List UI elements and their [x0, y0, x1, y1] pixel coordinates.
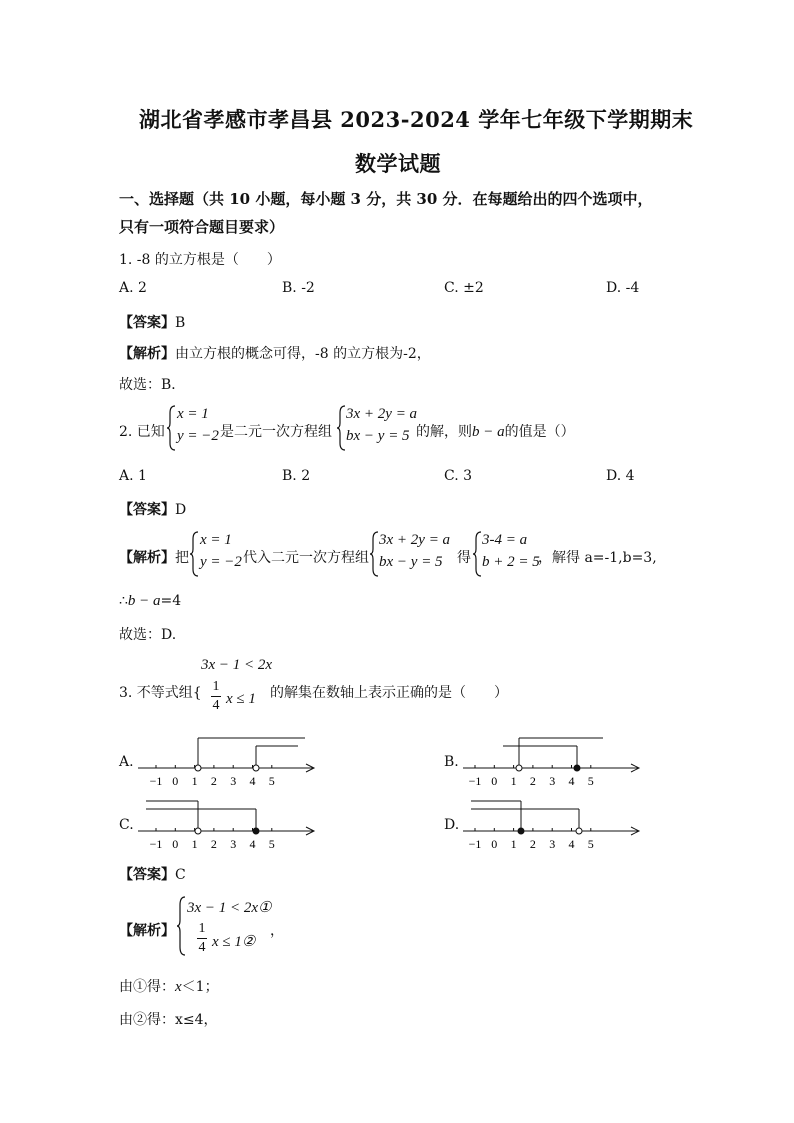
number-line-a [130, 730, 320, 790]
q1-answer [119, 312, 185, 332]
axis-tick-label: 4 [568, 774, 575, 788]
number-line-d [455, 793, 645, 853]
q2-option-b: B. 2 [282, 468, 311, 484]
brace-icon [472, 531, 482, 577]
analysis-tag: 【解析】 [119, 346, 175, 362]
axis-tick-label: 1 [191, 837, 198, 851]
page-title: 湖北省孝感市孝昌县 2023-2024 学年七年级下学期期末 [139, 107, 694, 132]
sys3-eq2: b + 2 = 5 [482, 554, 540, 570]
q2-analysis-mid2: 得 [457, 550, 471, 566]
brace-icon [369, 531, 379, 577]
section-heading-cont: 只有一项符合题目要求） [119, 218, 285, 236]
axis-tick-label: −1 [468, 774, 482, 788]
axis-tick-label: 0 [491, 774, 498, 788]
analysis-tag: 【解析】 [119, 550, 175, 566]
q3-answer-value: C [175, 867, 186, 883]
axis-tick-label: −1 [149, 837, 163, 851]
brace-icon [166, 405, 176, 451]
axis-tick-label: 3 [549, 774, 556, 788]
brace-icon [189, 531, 199, 577]
answer-tag: 【答案】 [119, 315, 175, 331]
number-line-c [130, 793, 320, 853]
q3-analysis-fraction [197, 921, 207, 956]
q1-option-c: C. ±2 [444, 280, 484, 296]
q3-step1-math: x [175, 979, 182, 995]
closed-point [253, 828, 259, 834]
axis-tick-label: 2 [529, 774, 536, 788]
axis-tick-label: 5 [268, 837, 275, 851]
q2-stem-suffix [416, 421, 575, 441]
brace-icon [336, 405, 346, 451]
axis-tick-label: 0 [172, 837, 179, 851]
q3-analysis-comma: ， [270, 923, 284, 939]
q3-stem-suffix: 的解集在数轴上表示正确的是（ ） [270, 685, 508, 701]
number-line-b [455, 730, 645, 790]
q3-option-a-label: A. [119, 754, 134, 770]
sys2-eq2: bx − y = 5 [379, 554, 443, 570]
axis-tick-label: 3 [230, 774, 237, 788]
page-subtitle: 数学试题 [355, 151, 441, 176]
fraction-denominator: 4 [212, 698, 220, 713]
q2-suffix-1: 的解，则 [416, 424, 472, 440]
q3-option-d-label: D. [444, 817, 460, 833]
q3-ineq2-rest: x ≤ 1 [226, 691, 256, 707]
axis [138, 827, 314, 835]
q1-option-a: A. 2 [119, 280, 147, 296]
q2-result-expr: b − a [127, 593, 161, 609]
sys2-eq1: 3x + 2y = a [346, 406, 418, 422]
q1-stem: 1. -8 的立方根是（ ） [119, 252, 281, 268]
sys3-eq1: 3-4 = a [482, 532, 528, 548]
q3-step1 [119, 976, 219, 996]
axis-tick-label: 2 [210, 837, 217, 851]
q2-result [119, 593, 181, 610]
q1-analysis-text: 由立方根的概念可得，-8 的立方根为-2， [175, 346, 431, 362]
sys1-eq2: y = −2 [200, 554, 242, 570]
axis-tick-label: −1 [468, 837, 482, 851]
q3-option-c-label: C. [119, 817, 134, 833]
q2-analysis-suffix: ，解得 a=-1,b=3, [538, 550, 657, 566]
q1-option-d: D. -4 [606, 280, 640, 296]
axis-tick-label: 4 [568, 837, 575, 851]
q3-fraction [211, 679, 221, 714]
axis-tick-label: 1 [191, 774, 198, 788]
axis-tick-label: 2 [529, 837, 536, 851]
q2-analysis-prefix [119, 547, 189, 567]
q2-analysis-prefix-text: 把 [175, 550, 189, 566]
analysis-tag: 【解析】 [119, 923, 175, 939]
axis-tick-label: 4 [249, 837, 256, 851]
axis-tick-label: 1 [510, 837, 517, 851]
axis [463, 827, 639, 835]
answer-tag: 【答案】 [119, 867, 175, 883]
q3-step1-rest: ＜1； [181, 979, 219, 995]
axis [138, 764, 314, 772]
sys1-eq1: x = 1 [177, 406, 209, 422]
sys2-eq1: 3x + 2y = a [379, 532, 451, 548]
q3-analysis-ineq1: 3x − 1 < 2x① [187, 900, 272, 916]
closed-point [518, 828, 524, 834]
open-point [195, 765, 201, 771]
q2-stem-prefix: 2. 已知 [119, 424, 165, 440]
sys1-eq2: y = −2 [177, 428, 219, 444]
fraction-denominator: 4 [198, 940, 206, 955]
open-point [516, 765, 522, 771]
q2-option-d: D. 4 [606, 468, 635, 484]
fraction-bar [211, 696, 221, 697]
section-heading: 一、选择题（共 10 小题，每小题 3 分，共 30 分．在每题给出的四个选项中， [119, 190, 653, 208]
open-point [253, 765, 259, 771]
q2-conclusion: 故选：D. [119, 627, 177, 643]
sys1-eq1: x = 1 [200, 532, 232, 548]
answer-tag: 【答案】 [119, 502, 175, 518]
axis-tick-label: 3 [549, 837, 556, 851]
brace-icon [176, 896, 186, 956]
axis-tick-label: 0 [172, 774, 179, 788]
q3-analysis-ineq2: x ≤ 1② [212, 934, 256, 950]
q2-answer [119, 499, 186, 519]
q3-option-b-label: B. [444, 754, 459, 770]
axis-tick-label: 0 [491, 837, 498, 851]
axis-tick-label: −1 [149, 774, 163, 788]
therefore-symbol: ∴ [119, 593, 128, 609]
q2-answer-value: D [175, 502, 187, 518]
axis [463, 764, 639, 772]
q3-step2: 由②得：x≤4， [119, 1012, 218, 1028]
q3-analysis-tag [119, 920, 175, 940]
axis-tick-label: 5 [587, 774, 594, 788]
axis-tick-label: 1 [510, 774, 517, 788]
q2-expr: b − a [472, 424, 505, 440]
q2-option-c: C. 3 [444, 468, 473, 484]
q3-step1-prefix: 由①得： [119, 979, 175, 995]
q1-analysis [119, 343, 431, 363]
fraction-numerator: 1 [212, 679, 220, 694]
axis-tick-label: 2 [210, 774, 217, 788]
q1-conclusion: 故选：B． [119, 377, 186, 393]
q2-option-a: A. 1 [119, 468, 147, 484]
fraction-numerator: 1 [198, 921, 206, 936]
axis-tick-label: 5 [268, 774, 275, 788]
axis-tick-label: 5 [587, 837, 594, 851]
axis-tick-label: 4 [249, 774, 256, 788]
q2-result-value: =4 [160, 593, 182, 609]
q3-answer [119, 864, 186, 884]
q2-stem-mid: 是二元一次方程组 [220, 424, 332, 440]
q3-stem-prefix: 3. 不等式组{ [119, 685, 202, 701]
axis-tick-label: 3 [230, 837, 237, 851]
q2-suffix-2: 的值是（） [504, 424, 575, 440]
q1-answer-value: B [175, 315, 186, 331]
closed-point [574, 765, 580, 771]
q1-option-b: B. -2 [282, 280, 315, 296]
q3-ineq1: 3x − 1 < 2x [201, 657, 273, 673]
open-point [576, 828, 582, 834]
fraction-bar [197, 938, 207, 939]
open-point [195, 828, 201, 834]
q2-analysis-mid: 代入二元一次方程组 [243, 550, 369, 566]
sys2-eq2: bx − y = 5 [346, 428, 410, 444]
